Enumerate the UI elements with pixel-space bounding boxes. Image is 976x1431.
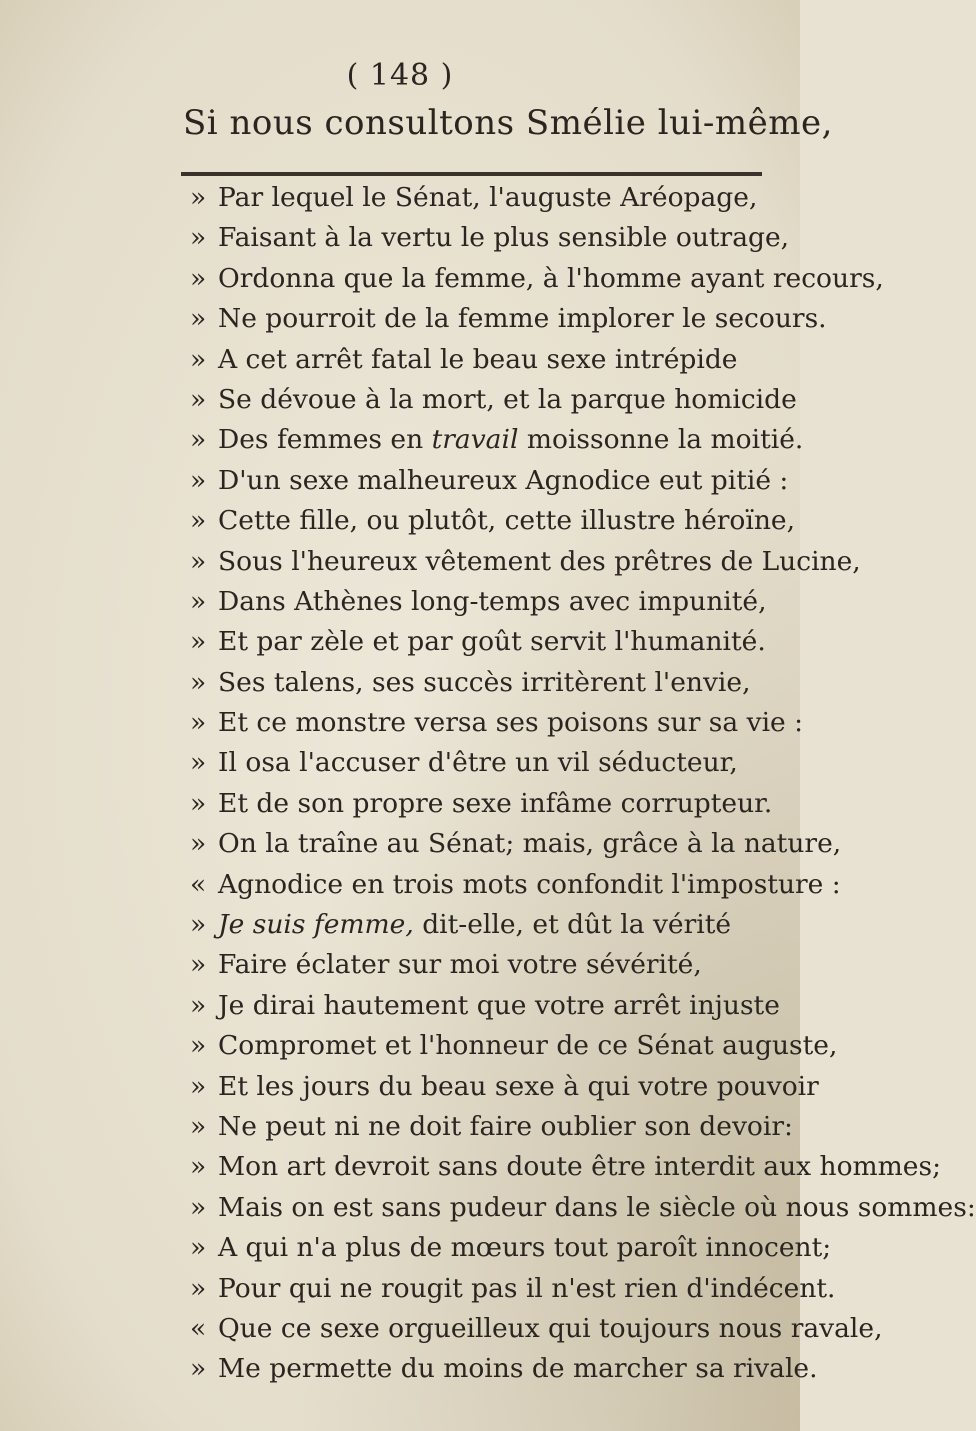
verse-text: Des femmes en [218,424,424,456]
verse-line [190,178,790,218]
quote-mark: » [190,262,207,294]
verse-text: Ses talens, ses succès irritèrent l'envie, [218,666,751,698]
quote-mark: » [190,989,207,1021]
verse-line [190,1309,883,1349]
verse-line [190,1026,838,1066]
running-head: Si nous consultons Smélie lui-même, [183,103,833,143]
quote-mark: » [190,1191,207,1223]
verse-line [190,865,841,905]
verse-line [190,663,790,703]
verse-line [190,259,884,299]
quote-mark: « [190,868,207,900]
quote-mark: » [190,424,207,456]
quote-mark: » [190,1272,207,1304]
quote-mark: » [190,222,207,254]
verse-block [190,178,976,1390]
verse-line [190,743,790,783]
quote-mark: » [190,383,207,415]
quote-mark: » [190,828,207,860]
verse-text: Sous l'heureux vêtement des prêtres de Lucine, [218,545,861,577]
verse-line [190,582,790,622]
verse-text: Dans Athènes long-temps avec impunité, [218,585,767,617]
verse-line [190,299,827,339]
verse-text: On la traîne au Sénat; mais, grâce à la nature, [218,828,842,860]
verse-text: Et par zèle et par goût servit l'humanité. [218,626,766,658]
page-number: ( 148 ) [346,58,454,93]
verse-text: Se dévoue à la mort, et la parque homicide [218,383,797,415]
verse-line [190,461,790,501]
verse-line [190,1067,819,1107]
verse-text: Il osa l'accuser d'être un vil séducteur, [218,747,738,779]
verse-line [190,340,790,380]
verse-line [190,824,842,864]
verse-text: Compromet et l'honneur de ce Sénat auguste, [218,1030,838,1062]
quote-mark: » [190,343,207,375]
verse-text: Faire éclater sur moi votre sévérité, [218,949,702,981]
verse-text: Et ce monstre versa ses poisons sur sa vie : [218,707,804,739]
verse-line [190,501,796,541]
quote-mark: » [190,464,207,496]
verse-text: Mais on est sans pudeur dans le siècle où nous sommes: [218,1191,976,1223]
verse-text: Je dirai hautement que votre arrêt injuste [218,989,780,1021]
quote-mark: » [190,747,207,779]
quote-mark: » [190,585,207,617]
quote-mark: » [190,1151,207,1183]
verse-line [190,1349,818,1389]
quote-mark: » [190,666,207,698]
quote-mark: » [190,1110,207,1142]
quote-mark: » [190,545,207,577]
verse-line [190,986,790,1026]
verse-text: Agnodice en trois mots confondit l'imposture : [218,868,841,900]
verse-line [190,1107,793,1147]
quote-mark: » [190,787,207,819]
verse-text-after: moissonne la moitié. [526,424,804,456]
verse-text: A cet arrêt fatal le beau sexe intrépide [218,343,738,375]
quote-mark: » [190,707,207,739]
quote-mark: » [190,505,207,537]
verse-line [190,218,790,258]
verse-text: Et les jours du beau sexe à qui votre pouvoir [218,1070,819,1102]
verse-text: Par lequel le Sénat, l'auguste Aréopage, [218,182,758,213]
verse-text: Et de son propre sexe infâme corrupteur. [218,787,773,819]
verse-text: Faisant à la vertu le plus sensible outrage, [218,222,790,254]
verse-line [190,784,790,824]
quote-mark: » [190,909,207,941]
verse-line [190,622,790,662]
verse-text: Pour qui ne rougit pas il n'est rien d'indécent. [218,1272,836,1304]
quote-mark: » [190,1030,207,1062]
verse-italic: Je suis femme, [218,909,414,941]
verse-text: Ne pourroit de la femme implorer le secours. [218,303,827,335]
verse-text: A qui n'a plus de mœurs tout paroît innocent; [218,1232,832,1264]
verse-text: Ne peut ni ne doit faire oublier son devoir: [218,1110,793,1142]
verse-line [190,1147,942,1187]
verse-line [190,1228,832,1268]
verse-line [190,703,804,743]
verse-text: Cette fille, ou plutôt, cette illustre héroïne, [218,505,796,537]
quote-mark: » [190,1232,207,1264]
quote-mark: » [190,626,207,658]
quote-mark: » [190,303,207,335]
verse-line [190,905,790,945]
quote-mark: « [190,1312,207,1344]
verse-italic: travail [431,424,519,456]
verse-line [190,1269,836,1309]
verse-line [190,542,861,582]
quote-mark: » [190,1353,207,1385]
verse-text: Mon art devroit sans doute être interdit aux hommes; [218,1151,942,1183]
quote-mark: » [190,1070,207,1102]
verse-line [190,1188,976,1228]
verse-line [190,945,790,985]
quote-mark: » [190,949,207,981]
header-rule [181,172,762,176]
verse-text: Ordonna que la femme, à l'homme ayant recours, [218,262,884,294]
verse-line [190,380,797,420]
verse-text: D'un sexe malheureux Agnodice eut pitié : [218,464,789,496]
quote-mark: » [190,182,207,213]
verse-text-after: dit-elle, et dût la vérité [422,909,732,941]
verse-line [190,420,804,460]
verse-text: Que ce sexe orgueilleux qui toujours nous ravale, [218,1312,883,1344]
verse-text: Me permette du moins de marcher sa rivale. [218,1353,818,1385]
